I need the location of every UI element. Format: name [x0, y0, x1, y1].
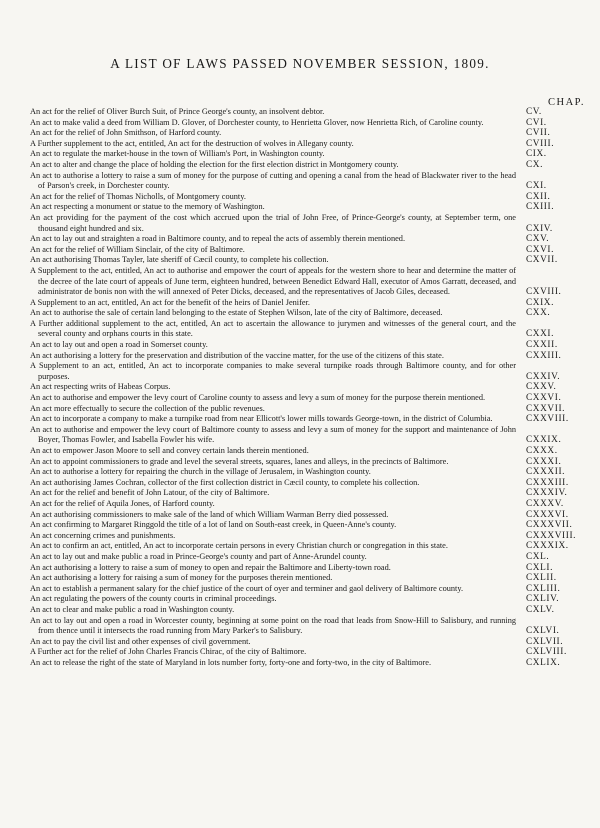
chapter-number: CXLII.: [526, 573, 557, 584]
law-entry: [30, 414, 590, 425]
law-entry: [30, 457, 590, 468]
law-title: An act regulating the powers of the county courts in criminal proceedings.: [30, 594, 277, 604]
law-title: A Further supplement to the act, entitled, An act for the destruction of wolves in Allegany county.: [30, 138, 354, 148]
law-title: An act to lay out and straighten a road in Baltimore county, and to repeal the acts of assembly therein mentioned.: [30, 234, 406, 244]
chapter-number: CXXX.: [526, 446, 558, 456]
law-entry: [30, 499, 590, 510]
law-entry: [30, 425, 590, 446]
law-title: An act authorising commissioners to make sale of the land of which William Warman Berry died possessed.: [30, 509, 389, 519]
chapter-number: CXXIV.: [526, 371, 561, 382]
law-title: An act confirming to Margaret Ringgold the title of a lot of land on South-east creek, in Queen-Anne's county.: [30, 520, 397, 530]
law-entry: [30, 171, 590, 192]
law-title: An act to pay the civil list and other expenses of civil government.: [30, 636, 251, 646]
chapter-number: CXLVII.: [526, 636, 564, 647]
chapter-number: CXVIII.: [526, 287, 562, 298]
law-title: An act authorising a lottery for the preservation and distribution of the vaccine matter, for the use of the citizens of this state.: [30, 350, 444, 360]
chapter-number: CXLIX.: [526, 657, 561, 668]
chapter-number: CXIV.: [526, 223, 553, 234]
law-title: A Supplement to an act, entitled, An act for the benefit of the heirs of Daniel Jenifer.: [30, 297, 310, 307]
law-entry: [30, 340, 590, 351]
chapter-number: CXXXVI.: [526, 509, 569, 520]
law-title: A Supplement to the act, entitled, An act to authorise and empower the court of appeals for the western shore to hear and determine the matter of the decree of the late court of appeals of June term, eighteen hundred, between Benedict Edward Hall, executor of Amos Garratt, deceased, and administrator de bonis non with the will annexed of Peter Dicks, deceased, and the representatives of Jacob Giles, deceased.: [30, 265, 516, 297]
law-title: An act for the relief of John Smithson, of Harford county.: [30, 128, 222, 138]
law-entry: [30, 245, 590, 256]
law-title: An act more effectually to secure the collection of the public revenues.: [30, 403, 265, 413]
law-title: An act for the relief of Aquila Jones, of Harford county.: [30, 498, 215, 508]
law-entry: [30, 382, 590, 393]
law-entry: [30, 361, 590, 382]
law-title: A Supplement to an act, entitled, An act to incorporate companies to make several turnpike roads through Baltimore county, and for other purposes.: [30, 361, 516, 381]
law-entry: [30, 541, 590, 552]
law-title: An act to release the right of the state of Maryland in lots number forty, forty-one and forty-two, in the city of Baltimore.: [30, 657, 432, 667]
law-entry: [30, 552, 590, 563]
law-entry: [30, 573, 590, 584]
law-entry: [30, 319, 590, 340]
chapter-number: CXVII.: [526, 255, 558, 266]
law-title: An act to incorporate a company to make a turnpike road from near Ellicott's lower mills towards George-town, in the district of Columbia.: [30, 414, 493, 424]
law-entry: [30, 202, 590, 213]
chapter-number: CVI.: [526, 117, 547, 128]
chapter-number: CXXXIX.: [526, 541, 569, 552]
law-entry: [30, 488, 590, 499]
law-title: An act authorising a lottery for raising a sum of money for the purposes therein mentioned.: [30, 573, 333, 583]
law-entry: [30, 647, 590, 658]
law-entry: [30, 351, 590, 362]
chapter-number: CXXXIV.: [526, 488, 568, 499]
law-title: An act to authorise the sale of certain land belonging to the estate of Stephen Wilson, late of the city of Baltimore, deceased.: [30, 308, 443, 318]
chapter-number: CXXIII.: [526, 350, 562, 361]
law-entry: [30, 128, 590, 139]
law-entry: [30, 192, 590, 203]
law-entry: [30, 404, 590, 415]
law-title: An act respecting a monument or statue to the memory of Washington.: [30, 202, 265, 212]
law-title: An act to lay out and make public a road in Prince-George's county and part of Anne-Arundel county.: [30, 551, 367, 561]
law-entry: [30, 658, 590, 669]
law-entry: [30, 478, 590, 489]
law-title: An act authorising James Cochran, collector of the first collection district in Cæcil county, to complete his collection.: [30, 477, 420, 487]
chapter-number: CXIII.: [526, 202, 555, 213]
law-entry: [30, 308, 590, 319]
chapter-number: CXXXVII.: [526, 520, 573, 531]
law-entry: [30, 446, 590, 457]
law-entry: [30, 298, 590, 309]
law-entry: [30, 594, 590, 605]
law-entry: [30, 467, 590, 478]
chapter-number: CXL.: [526, 551, 550, 562]
chapter-number: CXXVII.: [526, 403, 566, 414]
chapter-number: CXXVIII.: [526, 414, 569, 425]
chapter-number: CXXII.: [526, 340, 558, 351]
chapter-number: CX.: [526, 159, 544, 170]
chapter-number: CXII.: [526, 191, 551, 202]
law-title: An act providing for the payment of the cost which accrued upon the trial of John Free, of Prince-George's county, at September term, one thousand eight hundred and six.: [30, 212, 516, 233]
law-title: An act to alter and change the place of holding the election for the first election district in Montgomery county.: [30, 159, 399, 169]
chapter-number: CXXV.: [526, 382, 557, 393]
chapter-number: CVIII.: [526, 138, 555, 149]
chapter-number: CXXXI.: [526, 456, 562, 467]
law-entry: [30, 520, 590, 531]
chapter-number: CXXXII.: [526, 467, 566, 478]
chapter-number: CXV.: [526, 234, 550, 245]
law-title: An act to lay out and open a road in Somerset county.: [30, 340, 208, 350]
law-title: An act authorising Thomas Tayler, late sheriff of Cæcil county, to complete his collection.: [30, 255, 329, 265]
chapter-number: CVII.: [526, 128, 551, 139]
law-title: An act to appoint commissioners to grade and level the several streets, squares, lanes and alleys, in the precincts of Baltimore.: [30, 456, 449, 466]
law-title: An act concerning crimes and punishments.: [30, 530, 176, 540]
law-entry: [30, 213, 590, 234]
chapter-number: CXLVIII.: [526, 647, 567, 658]
law-title: An act authorising a lottery to raise a sum of money to open and repair the Baltimore and Liberty-town road.: [30, 562, 391, 572]
law-title: An act to authorise and empower the levy court of Baltimore county to assess and levy a sum of money for the support and maintenance of John Boyer, Thomas Fowler, and Isabella Fowler his wife.: [30, 424, 516, 445]
chapter-number: CXI.: [526, 181, 547, 192]
chapter-number: CV.: [526, 107, 542, 117]
law-title: An act to clear and make public a road in Washington county.: [30, 604, 235, 614]
law-entry: [30, 255, 590, 266]
laws-list: [30, 107, 590, 668]
chapter-number: CIX.: [526, 149, 547, 160]
law-title: An act for the relief of Oliver Burch Suit, of Prince George's county, an insolvent debtor.: [30, 107, 325, 116]
chapter-number: CXXXVIII.: [526, 530, 577, 541]
law-entry: [30, 584, 590, 595]
law-title: An act to regulate the market-house in the town of William's Port, in Washington county.: [30, 149, 325, 159]
law-entry: [30, 118, 590, 129]
law-title: An act respecting writs of Habeas Corpus.: [30, 382, 171, 392]
law-title: A Further act for the relief of John Charles Francis Chirac, of the city of Baltimore.: [30, 647, 307, 657]
law-entry: [30, 266, 590, 298]
chapter-column-header: CHAP.: [548, 97, 585, 108]
law-title: An act to confirm an act, entitled, An act to incorporate certain persons in every Christian church or congregation in this state.: [30, 541, 448, 551]
law-title: An act to establish a permanent salary for the chief justice of the court of oyer and terminer and gaol delivery of Baltimore county.: [30, 583, 464, 593]
law-entry: [30, 393, 590, 404]
law-entry: [30, 149, 590, 160]
law-title: An act to authorise a lottery for repairing the church in the village of Jerusalem, in Washington county.: [30, 467, 371, 477]
law-entry: [30, 107, 590, 118]
law-entry: [30, 605, 590, 616]
law-title: An act to authorise and empower the levy court of Caroline county to assess and levy a sum of money for the purpose therein mentioned.: [30, 393, 486, 403]
chapter-number: CXXXIII.: [526, 477, 569, 488]
chapter-number: CXLV.: [526, 604, 555, 615]
law-entry: [30, 637, 590, 648]
chapter-number: CXXI.: [526, 329, 555, 340]
chapter-number: CXLIII.: [526, 583, 561, 594]
law-title: An act to empower Jason Moore to sell and convey certain lands therein mentioned.: [30, 446, 309, 455]
chapter-number: CXXIX.: [526, 435, 562, 446]
law-title: A Further additional supplement to the act, entitled, An act to ascertain the allowance to jurymen and witnesses of the general court, and the several county and orphans courts in this state.: [30, 318, 516, 339]
chapter-number: CXX.: [526, 308, 551, 319]
law-title: An act to lay out and open a road in Worcester county, beginning at some point on the road that leads from Snow-Hill to Salisbury, and running from thence until it intersects the road running from Mary Parker's to Salisbury.: [30, 615, 516, 636]
law-entry: [30, 616, 590, 637]
law-entry: [30, 139, 590, 150]
chapter-number: CXLI.: [526, 562, 554, 573]
chapter-number: CXLIV.: [526, 594, 560, 605]
law-entry: [30, 160, 590, 171]
chapter-number: CXLVI.: [526, 626, 560, 637]
law-title: An act to authorise a lottery to raise a sum of money for the purpose of cutting and opening a canal from the head of Blackwater river to the head of Parson's creek, in Dorchester county.: [30, 170, 516, 191]
law-title: An act for the relief and benefit of John Latour, of the city of Baltimore.: [30, 488, 270, 498]
chapter-number: CXIX.: [526, 297, 555, 308]
chapter-number: CXXXV.: [526, 498, 564, 509]
chapter-number: CXXVI.: [526, 393, 562, 404]
law-title: An act for the relief of Thomas Nicholls, of Montgomery county.: [30, 191, 246, 201]
page-title: A LIST OF LAWS PASSED NOVEMBER SESSION, 1809.: [110, 56, 490, 71]
law-entry: [30, 510, 590, 521]
law-title: An act for the relief of William Sinclair, of the city of Baltimore.: [30, 244, 245, 254]
law-title: An act to make valid a deed from William D. Glover, of Dorchester county, to Henrietta Glover, now Henrietta Rich, of Caroline county.: [30, 117, 484, 127]
law-entry: [30, 234, 590, 245]
law-entry: [30, 531, 590, 542]
chapter-number: CXVI.: [526, 244, 555, 255]
law-entry: [30, 563, 590, 574]
